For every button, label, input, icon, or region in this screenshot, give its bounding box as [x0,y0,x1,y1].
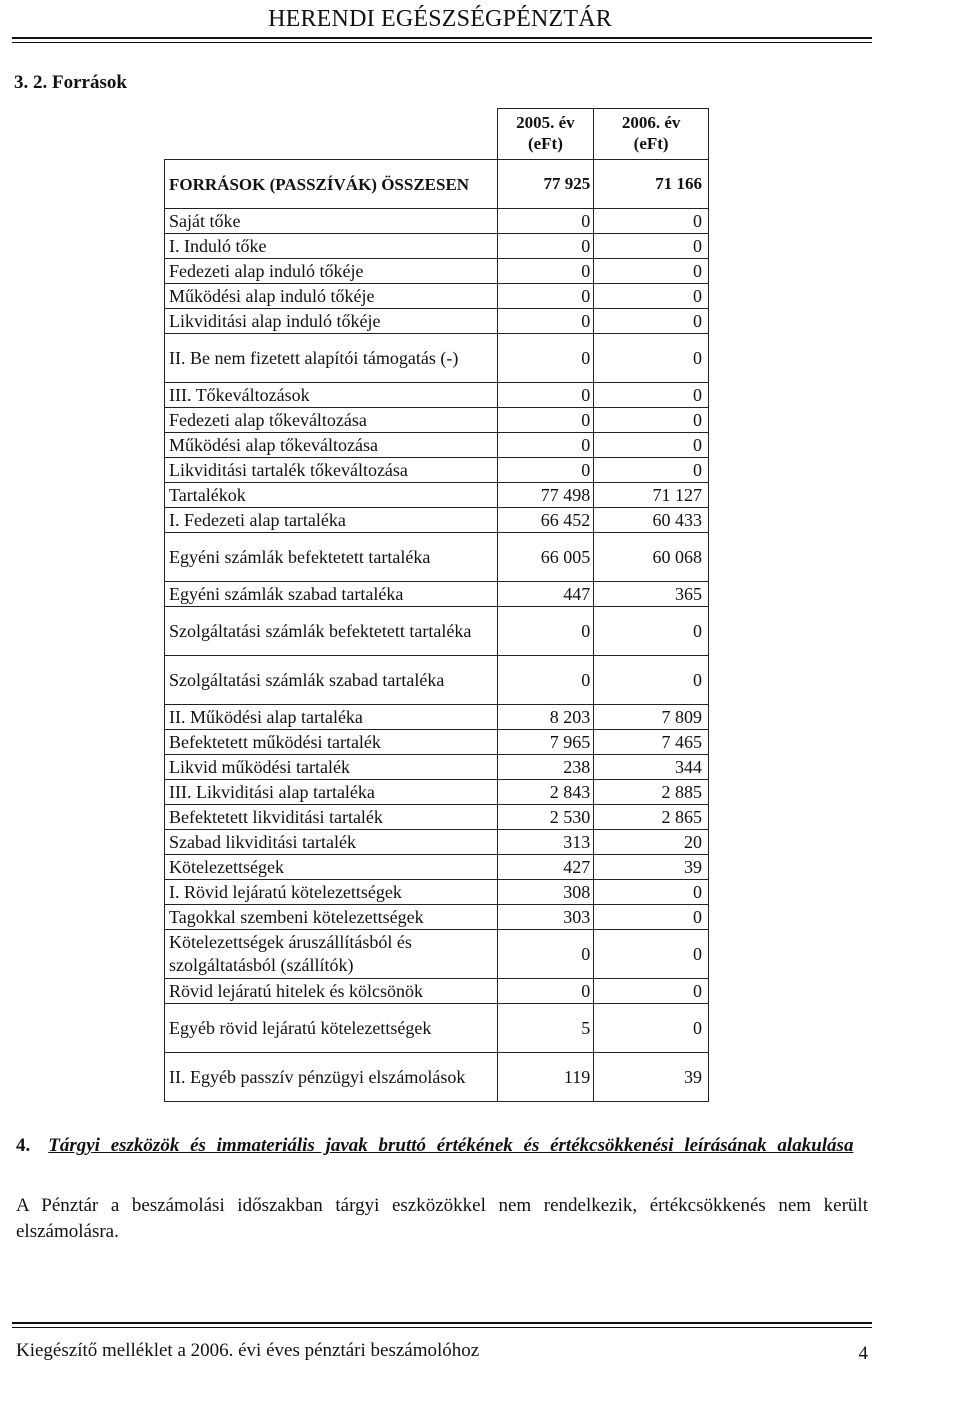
row-label: Egyéb rövid lejáratú kötelezettségek [165,1004,498,1053]
value-2006: 0 [594,334,709,383]
table-row [165,607,709,656]
value-2006: 0 [594,1004,709,1053]
row-label: II. Egyéb passzív pénzügyi elszámolások [165,1053,498,1102]
row-label: FORRÁSOK (PASSZÍVÁK) ÖSSZESEN [165,160,498,209]
value-2006: 60 068 [594,533,709,582]
row-label: Szabad likviditási tartalék [165,830,498,855]
row-label: Tartalékok [165,483,498,508]
table-row [165,905,709,930]
value-2006: 2 865 [594,805,709,830]
value-2005: 0 [497,309,594,334]
row-label: Befektetett likviditási tartalék [165,805,498,830]
table-row [165,830,709,855]
row-label: III. Likviditási alap tartaléka [165,780,498,805]
table-row [165,458,709,483]
table-row [165,483,709,508]
value-2005: 0 [497,383,594,408]
row-label: Fedezeti alap induló tőkéje [165,259,498,284]
value-2005: 427 [497,855,594,880]
value-2005: 447 [497,582,594,607]
section-title: 3. 2. Források [14,72,127,93]
table-row [165,755,709,780]
table-row [165,234,709,259]
value-2005: 66 452 [497,508,594,533]
value-2005: 0 [497,209,594,234]
section-4-heading [16,1133,868,1158]
table-row [165,880,709,905]
row-label: II. Működési alap tartaléka [165,705,498,730]
row-label: Működési alap induló tőkéje [165,284,498,309]
row-label: Fedezeti alap tőkeváltozása [165,408,498,433]
value-2006: 0 [594,607,709,656]
value-2005: 0 [497,408,594,433]
column-header-2005 [497,109,594,160]
value-2005: 0 [497,234,594,259]
row-label: I. Induló tőke [165,234,498,259]
value-2005: 0 [497,607,594,656]
page-number: 4 [858,1343,868,1364]
value-2006: 39 [594,855,709,880]
row-label: I. Rövid lejáratú kötelezettségek [165,880,498,905]
value-2006: 39 [594,1053,709,1102]
section-4-body: A Pénztár a beszámolási időszakban tárgyi eszközökkel nem rendelkezik, értékcsökkenés nem került elszámolásra. [16,1195,868,1242]
value-2006: 344 [594,755,709,780]
column-header-2006 [594,109,709,160]
value-2005: 0 [497,259,594,284]
table-header-row [165,109,709,160]
row-label: Likvid működési tartalék [165,755,498,780]
row-label: Kötelezettségek áruszállításból és szolgáltatásból (szállítók) [165,930,498,979]
table-row [165,334,709,383]
table-row [165,930,709,979]
footer-rule [12,1322,872,1328]
value-2005: 303 [497,905,594,930]
row-label: II. Be nem fizetett alapítói támogatás (-) [165,334,498,383]
section-4-number: 4. [16,1135,31,1156]
value-2006: 71 127 [594,483,709,508]
row-label: Saját tőke [165,209,498,234]
value-2006: 0 [594,458,709,483]
column-header-2005-year: 2005. év [516,113,575,132]
table-row [165,383,709,408]
row-label: Egyéni számlák szabad tartaléka [165,582,498,607]
table-row [165,855,709,880]
row-label: I. Fedezeti alap tartaléka [165,508,498,533]
value-2005: 66 005 [497,533,594,582]
table-row [165,533,709,582]
value-2006: 20 [594,830,709,855]
value-2006: 71 166 [594,160,709,209]
value-2006: 0 [594,309,709,334]
section-4-title: Tárgyi eszközök és immateriális javak bruttó értékének és értékcsökkenési leírásának alakulása [48,1135,854,1156]
row-label: Rövid lejáratú hitelek és kölcsönök [165,979,498,1004]
value-2005: 77 925 [497,160,594,209]
footer-text: Kiegészítő melléklet a 2006. évi éves pénztári beszámolóhoz [16,1340,480,1361]
table-row [165,979,709,1004]
row-label: Tagokkal szembeni kötelezettségek [165,905,498,930]
row-label: Működési alap tőkeváltozása [165,433,498,458]
row-label: Likviditási alap induló tőkéje [165,309,498,334]
table-row [165,1004,709,1053]
value-2006: 0 [594,433,709,458]
value-2005: 119 [497,1053,594,1102]
column-header-2006-unit: (eFt) [633,134,669,153]
value-2006: 0 [594,209,709,234]
table-row [165,780,709,805]
value-2006: 2 885 [594,780,709,805]
value-2006: 0 [594,284,709,309]
value-2005: 7 965 [497,730,594,755]
value-2005: 2 530 [497,805,594,830]
value-2006: 365 [594,582,709,607]
table-row [165,582,709,607]
table-row [165,309,709,334]
table-row [165,705,709,730]
header-rule [12,37,872,43]
value-2005: 5 [497,1004,594,1053]
row-label: III. Tőkeváltozások [165,383,498,408]
column-header-2006-year: 2006. év [621,113,681,132]
value-2006: 7 465 [594,730,709,755]
value-2006: 0 [594,979,709,1004]
value-2006: 0 [594,656,709,705]
value-2005: 308 [497,880,594,905]
value-2005: 238 [497,755,594,780]
row-label: Kötelezettségek [165,855,498,880]
table-row [165,1053,709,1102]
sources-table [164,108,709,1102]
table-row [165,805,709,830]
value-2006: 0 [594,408,709,433]
value-2006: 0 [594,930,709,979]
value-2005: 0 [497,433,594,458]
document-header-title: HERENDI EGÉSZSÉGPÉNZTÁR [268,6,612,32]
value-2006: 0 [594,905,709,930]
row-label: Likviditási tartalék tőkeváltozása [165,458,498,483]
value-2006: 0 [594,259,709,284]
value-2005: 313 [497,830,594,855]
value-2006: 7 809 [594,705,709,730]
table-row [165,656,709,705]
value-2006: 0 [594,234,709,259]
value-2006: 0 [594,383,709,408]
table-header-blank [165,109,498,160]
table-row [165,209,709,234]
value-2005: 0 [497,930,594,979]
value-2005: 2 843 [497,780,594,805]
value-2006: 0 [594,880,709,905]
value-2005: 0 [497,656,594,705]
table-row [165,408,709,433]
value-2005: 77 498 [497,483,594,508]
table-row [165,259,709,284]
row-label: Befektetett működési tartalék [165,730,498,755]
value-2005: 0 [497,284,594,309]
value-2005: 0 [497,979,594,1004]
value-2006: 60 433 [594,508,709,533]
value-2005: 0 [497,458,594,483]
table-row [165,284,709,309]
row-label: Egyéni számlák befektetett tartaléka [165,533,498,582]
table-row [165,730,709,755]
table-body [165,160,709,1102]
value-2005: 8 203 [497,705,594,730]
table-row [165,508,709,533]
value-2005: 0 [497,334,594,383]
row-label: Szolgáltatási számlák szabad tartaléka [165,656,498,705]
column-header-2005-unit: (eFt) [527,134,563,153]
table-row [165,433,709,458]
row-label: Szolgáltatási számlák befektetett tartaléka [165,607,498,656]
table-row [165,160,709,209]
